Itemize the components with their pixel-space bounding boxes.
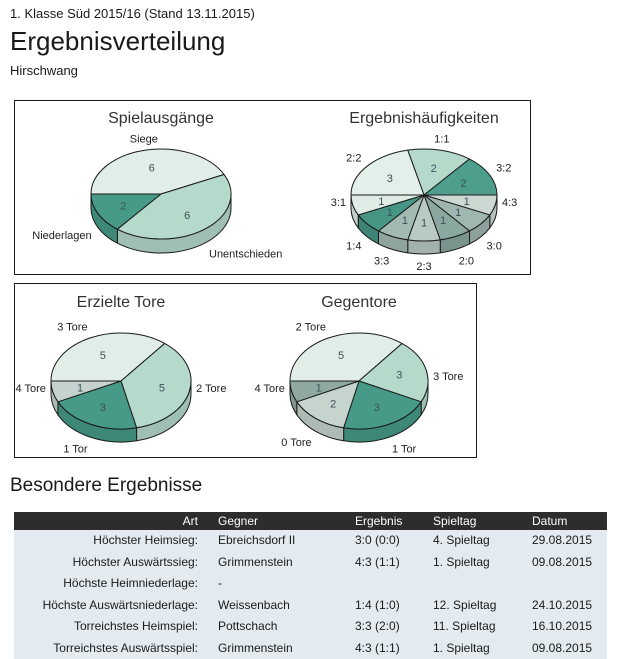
column-header-ergebnis: Ergebnis [345, 512, 421, 530]
slice-value: 1 [439, 214, 447, 227]
table-cell: 09.08.2015 [520, 552, 607, 574]
slice-label: Niederlagen [32, 229, 92, 242]
table-cell: Höchste Auswärtsniederlage: [14, 595, 206, 617]
chart-box-outcomes [14, 100, 531, 275]
table-cell: 4:3 (1:1) [345, 552, 421, 574]
slice-value: 3 [396, 369, 403, 382]
table-cell: Weissenbach [206, 595, 345, 617]
slice-value: 5 [99, 350, 106, 363]
table-row [14, 595, 607, 617]
table-cell [421, 573, 520, 595]
table-row [14, 573, 607, 595]
table-cell: 1. Spieltag [421, 552, 520, 574]
section-title: Besondere Ergebnisse [10, 475, 203, 496]
column-header-spieltag: Spieltag [421, 512, 520, 530]
table-header-row [14, 512, 607, 530]
slice-value: 2 [120, 200, 127, 213]
slice-value: 1 [378, 196, 385, 209]
team-name: Hirschwang [10, 63, 78, 78]
slice-value: 2 [330, 398, 337, 411]
slice-label: 3 Tore [433, 370, 464, 383]
slice-value: 1 [420, 217, 428, 230]
table-cell [520, 573, 607, 595]
chart-title: Ergebnishäufigkeiten [349, 110, 499, 127]
slice-value: 1 [76, 382, 84, 395]
table-row [14, 638, 607, 659]
league-season-header: 1. Klasse Süd 2015/16 (Stand 13.11.2015) [10, 6, 255, 21]
table-cell: 4. Spieltag [421, 530, 520, 552]
slice-label: Siege [129, 133, 158, 146]
pie-charts-row-2 [15, 284, 476, 457]
slice-value: 6 [148, 162, 155, 175]
slice-value: 1 [386, 207, 393, 220]
table-cell: 16.10.2015 [520, 616, 607, 638]
table-row [14, 552, 607, 574]
slice-value: 2 [460, 178, 467, 191]
table-cell: 09.08.2015 [520, 638, 607, 659]
slice-label: 2:0 [458, 255, 475, 268]
table-cell: 24.10.2015 [520, 595, 607, 617]
slice-value: 5 [337, 350, 345, 363]
table-cell: 11. Spieltag [421, 616, 520, 638]
slice-label: 2 Tore [196, 383, 227, 396]
slice-value: 3 [373, 401, 381, 414]
table-row [14, 530, 607, 552]
slice-label: 4 Tore [15, 383, 46, 396]
table-row [14, 616, 607, 638]
slice-label: 4:3 [501, 197, 518, 210]
chart-title: Gegentore [321, 294, 397, 311]
table-cell: Torreichstes Auswärtsspiel: [14, 638, 206, 659]
column-header-gegner: Gegner [206, 512, 345, 530]
table-cell: Grimmenstein [206, 552, 345, 574]
slice-label: 1:1 [434, 133, 450, 146]
slice-value: 3 [386, 172, 393, 185]
table-cell: Grimmenstein [206, 638, 345, 659]
slice-label: 3 Tore [57, 321, 88, 334]
table-cell: 4:3 (1:1) [345, 638, 421, 659]
slice-value: 2 [430, 163, 437, 176]
slice-label: 1 Tor [63, 443, 88, 456]
table-cell: 1. Spieltag [421, 638, 520, 659]
chart-title: Spielausgänge [108, 110, 214, 127]
table-cell: Torreichstes Heimspiel: [14, 616, 206, 638]
table-cell: Ebreichsdorf II [206, 530, 345, 552]
table-cell: 29.08.2015 [520, 530, 607, 552]
table-cell: - [206, 573, 345, 595]
slice-value: 5 [158, 382, 166, 395]
slice-value: 1 [315, 382, 322, 395]
column-header-datum: Datum [520, 512, 607, 530]
table-cell: Höchste Heimniederlage: [14, 573, 206, 595]
column-header-art: Art [14, 512, 206, 530]
chart-box-goals [14, 283, 477, 458]
slice-value: 3 [99, 401, 106, 414]
pie-charts-row-1 [15, 101, 530, 274]
table-cell: 3:3 (2:0) [345, 616, 421, 638]
slice-label: 3:2 [496, 162, 512, 175]
slice-label: 2:3 [416, 261, 432, 273]
slice-value: 1 [455, 207, 462, 220]
table-cell: 12. Spieltag [421, 595, 520, 617]
slice-label: 1:4 [346, 240, 362, 253]
slice-value: 1 [401, 214, 409, 227]
slice-label: 4 Tore [254, 383, 285, 396]
slice-label: 3:0 [486, 240, 502, 253]
table-cell [345, 573, 421, 595]
slice-value: 6 [184, 210, 191, 223]
slice-value: 1 [463, 196, 470, 209]
table-cell: Höchster Auswärtssieg: [14, 552, 206, 574]
slice-label: 2:2 [346, 152, 362, 165]
slice-label: 1 Tor [391, 443, 417, 456]
table-cell: Pottschach [206, 616, 345, 638]
pie-slice-side [408, 240, 440, 254]
slice-label: 0 Tore [281, 436, 312, 449]
slice-label: 3:3 [373, 255, 390, 268]
table-cell: 3:0 (0:0) [345, 530, 421, 552]
table-cell: 1:4 (1:0) [345, 595, 421, 617]
chart-title: Erzielte Tore [76, 294, 166, 311]
slice-label: Unentschieden [209, 248, 283, 261]
page-title: Ergebnisverteilung [10, 26, 226, 56]
table-cell: Höchster Heimsieg: [14, 530, 206, 552]
slice-label: 3:1 [330, 197, 347, 210]
results-table [14, 512, 607, 659]
slice-label: 2 Tore [295, 321, 327, 334]
